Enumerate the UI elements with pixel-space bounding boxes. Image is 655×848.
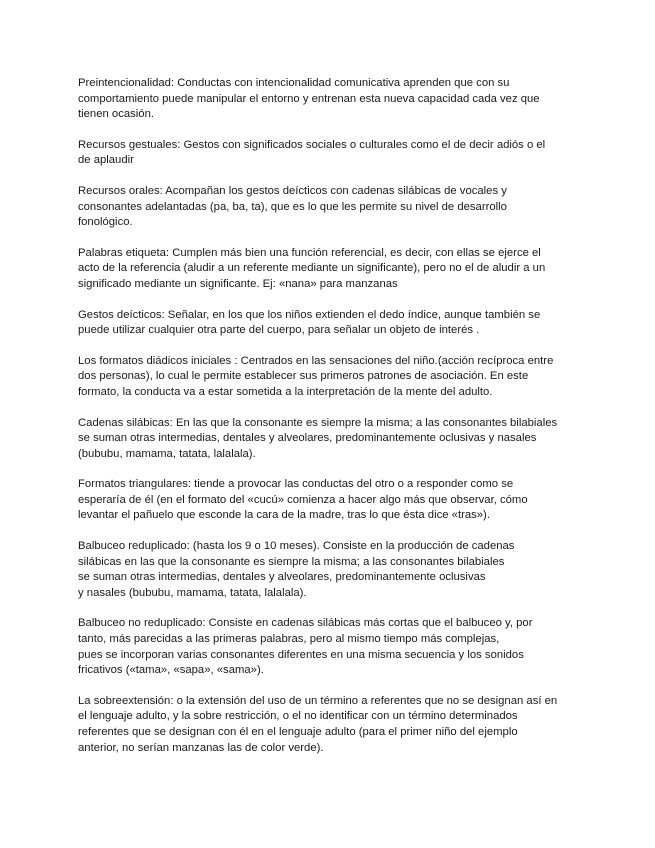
paragraph-gestos-deicticos: Gestos deícticos: Señalar, en los que los niños extienden el dedo índice, aunque también se puede utilizar cualquier otra parte del cuerpo, para señalar un objeto de interés .	[78, 308, 541, 337]
paragraph-palabras-etiqueta: Palabras etiqueta: Cumplen más bien una función referencial, es decir, con ellas se ejerce el acto de la referencia (aludir a un referente mediante un significante), pero no el de aludir a un significado mediante un significante. Ej: «nana» para manzanas	[78, 246, 546, 290]
paragraph-recursos-gestuales: Recursos gestuales: Gestos con significados sociales o culturales como el de decir adiós o el de aplaudir	[78, 138, 546, 167]
paragraph-formatos-diadicos: Los formatos diádicos iniciales : Centrados en las sensaciones del niño.(acción recíproca entre dos personas), lo cual le permite establecer sus primeros patrones de asociación. En este formato, la conducta va a estar sometida a la interpretación de la mente del adulto.	[78, 354, 554, 398]
paragraph-recursos-orales: Recursos orales: Acompañan los gestos deícticos con cadenas silábicas de vocales y consonantes adelantadas (pa, ba, ta), que es lo que les permite su nivel de desarrollo fonológico.	[78, 184, 507, 229]
paragraph-balbuceo-no-reduplicado: Balbuceo no reduplicado: Consiste en cadenas silábicas más cortas que el balbuceo y, por tanto, más parecidas a las primeras palabras, pero al mismo tiempo más complejas, pues se incorporan varias consonantes diferentes en una misma secuencia y los sonidos fricativos («tama», «sapa», «sama»).	[78, 617, 533, 677]
paragraph-formatos-triangulares: Formatos triangulares: tiende a provocar las conductas del otro o a responder como se esperaría de él (en el formato del «cucú» comienza a hacer algo más que observar, cómo levantar el pañuelo que esconde la cara de la madre, tras lo que ésta dice «tras»).	[78, 478, 528, 522]
paragraph-preintencionalidad: Preintencionalidad: Conductas con intencionalidad comunicativa aprenden que con su comportamiento puede manipular el entorno y entrenan esta nueva capacidad cada vez que tienen ocasión.	[78, 77, 540, 121]
paragraph-sobreextension: La sobreextensión: o la extensión del uso de un término a referentes que no se designan así en el lenguaje adulto, y la sobre restricción, o el no identificar con un término determinados referentes que se designan con él en el lenguaje adulto (para el primer niño del ejemplo anterior, no serían manzanas las de color verde).	[78, 694, 558, 754]
paragraph-cadenas-silabicas: Cadenas silábicas: En las que la consonante es siempre la misma; a las consonantes bilabiales se suman otras intermedias, dentales y alveolares, predominantemente oclusivas y nasales (bububu, mamama, tatata, lalalala).	[78, 416, 558, 460]
paragraph-balbuceo-reduplicado: Balbuceo reduplicado: (hasta los 9 o 10 meses). Consiste en la producción de cadenas silábicas en las que la consonante es siempre la misma; a las consonantes bilabiales se suman otras intermedias, dentales y alveolares, predominantemente oclusivas y nasales (bububu, mamama, tatata, lalalala).	[78, 540, 515, 599]
